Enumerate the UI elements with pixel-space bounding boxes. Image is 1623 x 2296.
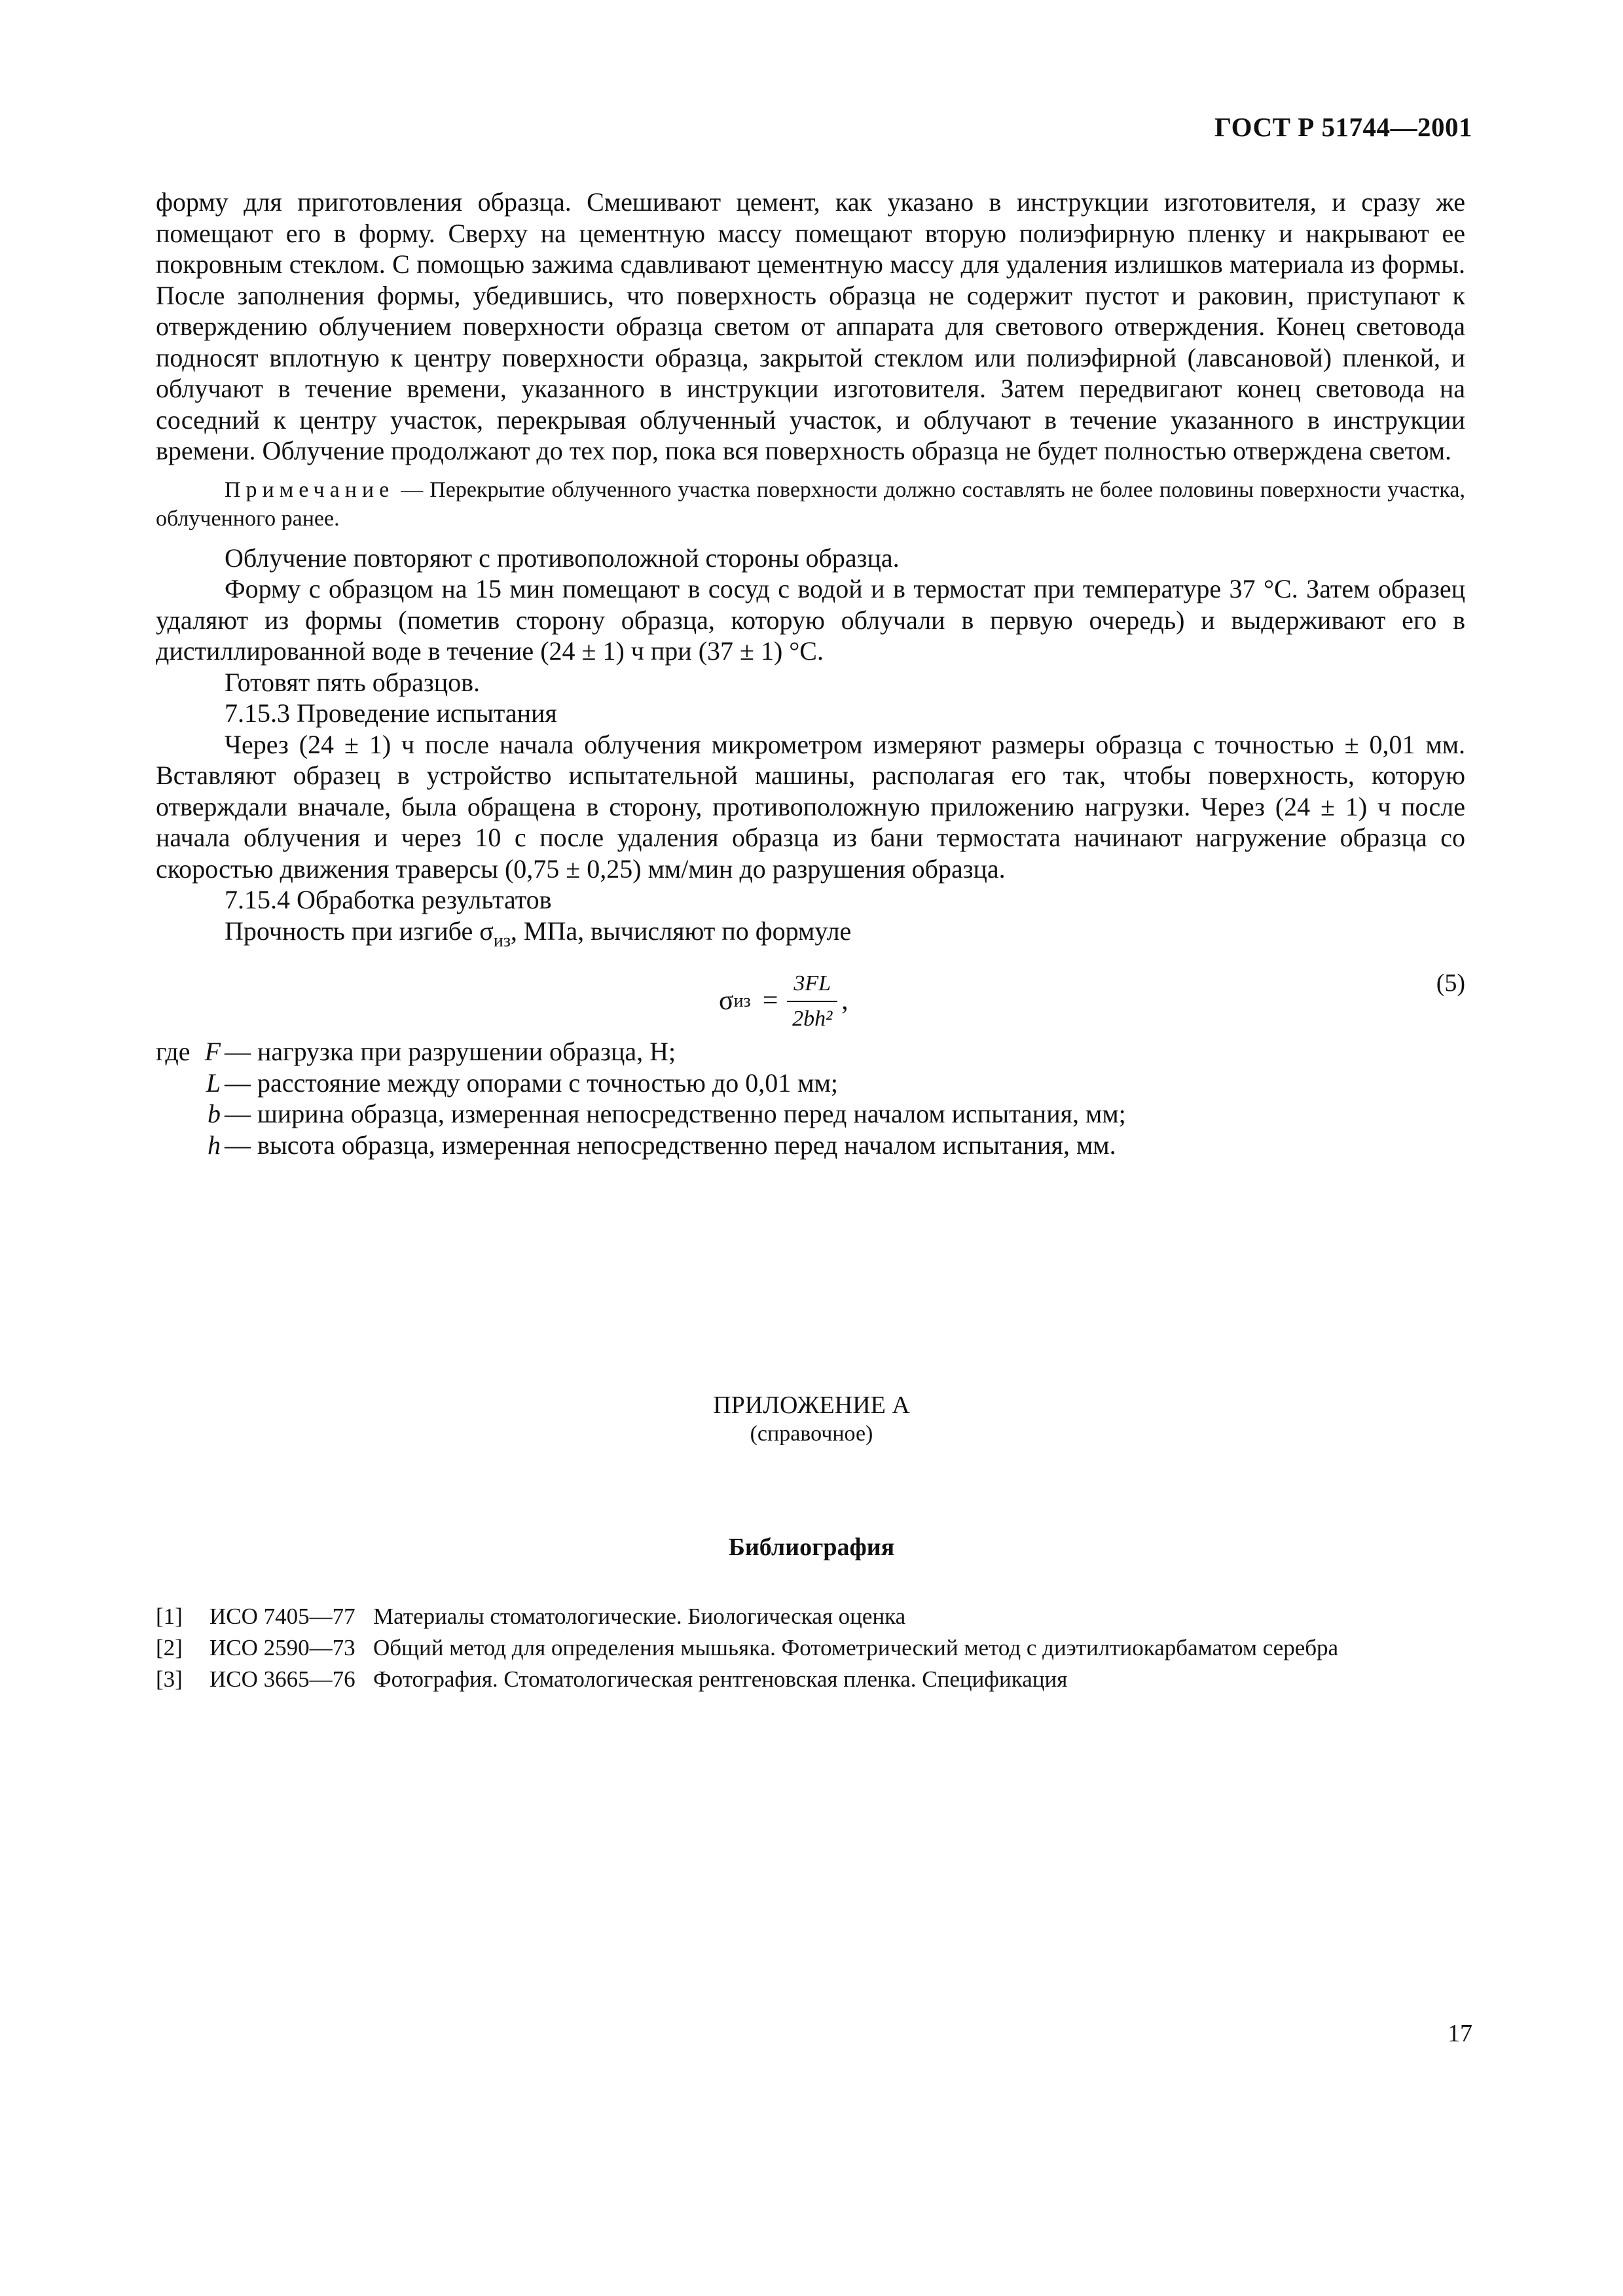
- ref-number: [3]: [156, 1666, 183, 1692]
- variable-row-h: [156, 1130, 1465, 1161]
- appendix-title: ПРИЛОЖЕНИЕ А: [713, 1391, 910, 1419]
- flexural-strength-subscript: из: [493, 930, 511, 951]
- ref-number: [1]: [156, 1604, 183, 1629]
- bibliography-item: [156, 1665, 1465, 1694]
- variable-description: — ширина образца, измеренная непосредственно перед началом испытания, мм;: [225, 1099, 1126, 1128]
- note: [156, 476, 1465, 533]
- section-heading-7-15-4: 7.15.4 Обработка результатов: [225, 885, 552, 914]
- paragraph-thermostat: Форму с образцом на 15 мин помещают в сосуд с водой и в термостат при температуре 37 °С. Затем образец удаляют из формы (пометив сторону образца, которую облучали в первую очередь) и выдерживают его в дистиллированной воде в течение (24 ± 1) ч при (37 ± 1) °С.: [156, 574, 1465, 666]
- document-code-header: ГОСТ Р 51744—2001: [1214, 112, 1472, 142]
- variable-symbol: b: [208, 1099, 221, 1128]
- paragraph-specimen-preparation: форму для приготовления образца. Смешивают цемент, как указано в инструкции изготовителя, и сразу же помещают его в форму. Сверху на цементную массу помещают вторую полиэфирную пленку и накрывают ее покровным стеклом. С помощью зажима сдавливают цементную массу для удаления излишков материала из формы. После заполнения формы, убедившись, что поверхность образца не содержит пустот и раковин, приступают к отверждению облучением поверхности образца светом от аппарата для светового отверждения. Конец световода подносят вплотную к центру поверхности образца, закрытой стеклом или полиэфирной (лавсановой) пленкой, и облучают в течение времени, указанного в инструкции изготовителя. Затем передвигают конец световода на соседний к центру участок, перекрывая облученный участок, и облучают в течение указанного в инструкции времени. Облучение продолжают до тех пор, пока вся поверхность образца не будет полностью отверждена светом.: [156, 187, 1465, 465]
- flexural-strength-text-end: , МПа, вычисляют по формуле: [510, 916, 852, 946]
- bibliography-title: Библиография: [728, 1534, 895, 1561]
- variable-description: — высота образца, измеренная непосредственно перед началом испытания, мм.: [225, 1130, 1116, 1160]
- ref-title: Фотография. Стоматологическая рентгеновская пленка. Спецификация: [373, 1666, 1068, 1692]
- paragraph-flexural-strength: [156, 916, 1465, 957]
- variable-symbol: L: [206, 1067, 221, 1098]
- formula-variables-list: [156, 1036, 1465, 1160]
- paragraph-opposite-side: Облучение повторяют с противоположной стороны образца.: [225, 543, 900, 573]
- formula-row: [156, 963, 1465, 1035]
- variable-row-f: [156, 1036, 1465, 1067]
- variable-symbol: h: [208, 1130, 221, 1160]
- paragraph-five-specimens: Готовят пять образцов.: [225, 667, 480, 697]
- ref-number: [2]: [156, 1635, 183, 1660]
- flexural-strength-text: Прочность при изгибе σ: [225, 916, 494, 946]
- ref-code: ИСО 2590—73: [210, 1635, 356, 1660]
- formula-numerator: 3FL: [787, 968, 837, 1002]
- ref-title: Материалы стоматологические. Биологическая оценка: [373, 1604, 906, 1629]
- ref-title: Общий метод для определения мышьяка. Фотометрический метод с диэтилтиокарбаматом серебра: [373, 1635, 1339, 1660]
- page-number: 17: [1448, 2020, 1472, 2047]
- appendix-subtitle: (справочное): [750, 1422, 873, 1446]
- bibliography-item: [156, 1634, 1465, 1662]
- ref-code: ИСО 7405—77: [210, 1604, 356, 1629]
- formula-lhs: σ: [719, 985, 734, 1016]
- paragraph-test-procedure: Через (24 ± 1) ч после начала облучения микрометром измеряют размеры образца с точностью ± 0,01 мм. Вставляют образец в устройство испытательной машины, располагая его так, чтобы поверхность, которую отверждали вначале, была обращена в сторону, противоположную приложению нагрузки. Через (24 ± 1) ч после начала облучения и через 10 с после удаления образца из бани термостата начинают нагружение образца со скоростью движения траверсы (0,75 ± 0,25) мм/мин до разрушения образца.: [156, 729, 1465, 884]
- section-heading-7-15-3: 7.15.3 Проведение испытания: [225, 698, 557, 728]
- variable-description: — нагрузка при разрушении образца, Н;: [225, 1037, 676, 1066]
- appendix-heading: [0, 1391, 1623, 1448]
- formula-trailing-comma: ,: [841, 985, 848, 1016]
- variable-row-l: [156, 1067, 1465, 1099]
- main-text-block: [156, 187, 1465, 1160]
- formula-fraction: [787, 968, 837, 1034]
- bibliography-item: [156, 1602, 1465, 1631]
- note-text: — Перекрытие облученного участка поверхности должно составлять не более половины поверхности участка, облученного ранее.: [156, 477, 1465, 531]
- formula-5: [719, 968, 848, 1034]
- ref-code: ИСО 3665—76: [210, 1666, 356, 1692]
- formula-equals: =: [762, 985, 778, 1016]
- formula-lhs-subscript: из: [733, 990, 751, 1011]
- variable-symbol: F: [204, 1037, 221, 1066]
- variable-description: — расстояние между опорами с точностью до 0,01 мм;: [225, 1067, 838, 1098]
- bibliography-list: [156, 1602, 1465, 1696]
- variable-row-b: [156, 1098, 1465, 1130]
- note-label: Примечание: [225, 477, 395, 502]
- where-lead: где: [156, 1037, 191, 1066]
- formula-denominator: 2bh²: [792, 1006, 833, 1031]
- formula-number: (5): [1436, 969, 1465, 997]
